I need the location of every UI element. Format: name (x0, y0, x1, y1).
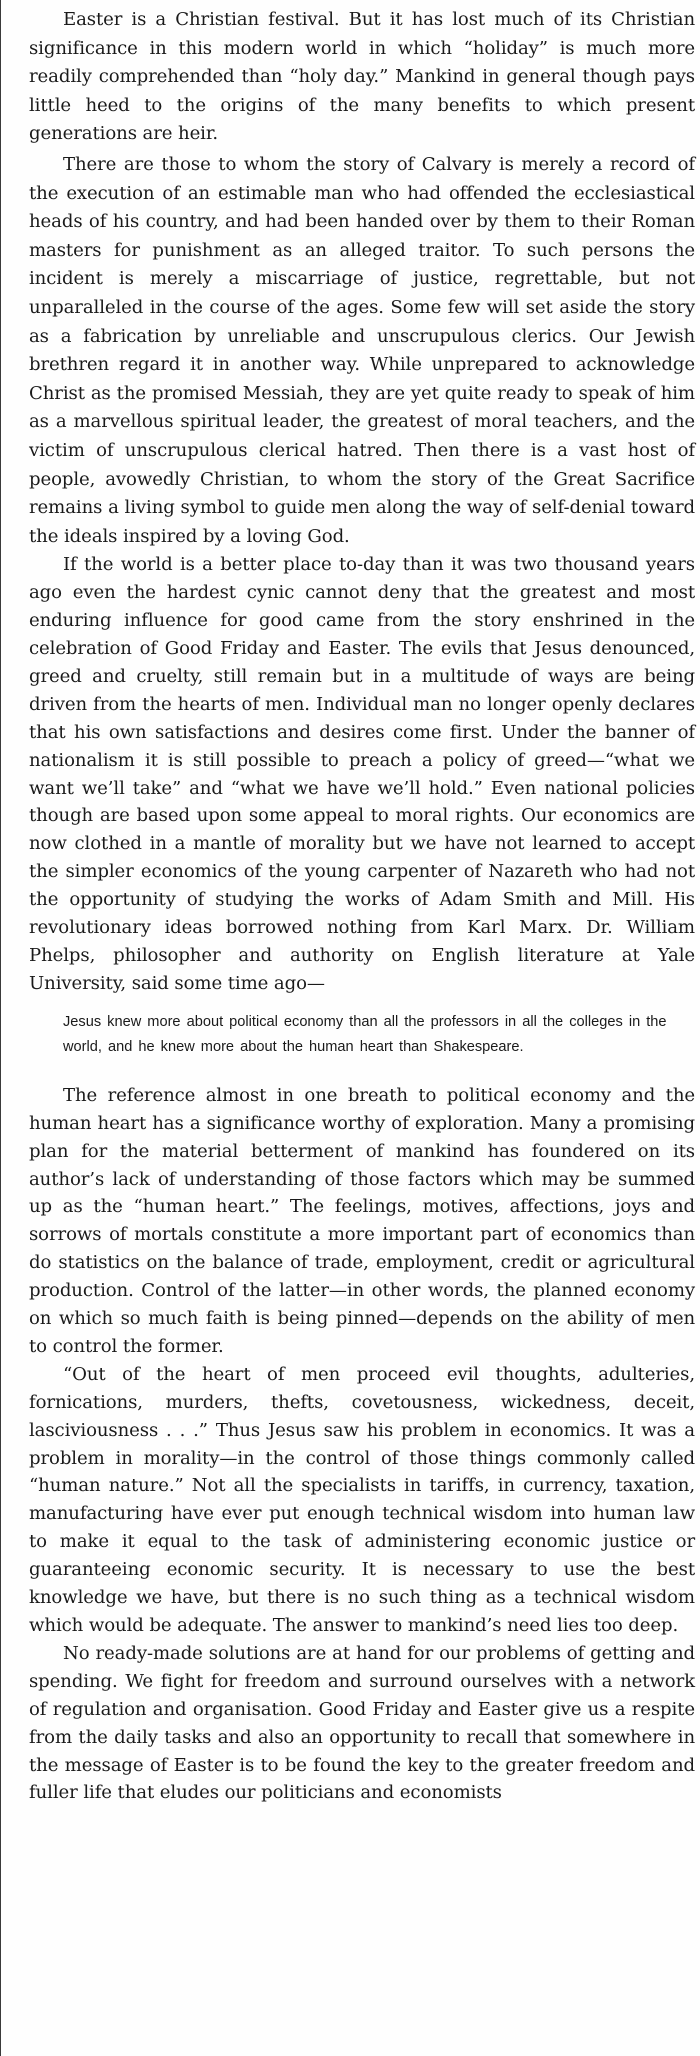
paragraph-calvary: There are those to whom the story of Calvary is merely a record of the execution of an estimable man who had offended the ecclesiastical heads of his country, and had been handed over by them to their Roman masters for punishment as an alleged traitor. To such persons the incident is merely a miscarriage of justice, regrettable, but not unparalleled in the course of the ages. Some few will set aside the story as a fabrication by unreliable and unscrupulous clerics. Our Jewish brethren regard it in another way. While unprepared to acknowledge Christ as the promised Messiah, they are yet quite ready to speak of him as a marvellous spiritual leader, the greatest of moral teachers, and the victim of unscrupulous clerical hatred. Then there is a vast host of people, avowedly Christian, to whom the story of the Great Sacrifice remains a living symbol to guide men along the way of self-denial toward the ideals inspired by a loving God. (29, 153, 695, 547)
paragraph-easter-intro: Easter is a Christian festival. But it has lost much of its Christian significance in this modern world in which “holiday” is much more readily comprehended than “holy day.” Mankind in general though pays little heed to the origins of the many benefits to which present generations are heir. (29, 9, 695, 145)
paragraph-better-world: If the world is a better place to-day than it was two thousand years ago even the hardest cynic cannot deny that the greatest and most enduring influence for good came from the story enshrined in the celebration of Good Friday and Easter. The evils that Jesus denounced, greed and cruelty, still remain but in a multitude of ways are being driven from the hearts of men. Individual man no longer openly declares that his own satisfactions and desires come first. Under the banner of nationalism it is still possible to preach a policy of greed—“what we want we’ll take” and “what we have we’ll hold.” Even national policies though are based upon some appeal to moral rights. Our economics are now clothed in a mantle of morality but we have not learned to accept the simpler economics of the young carpenter of Nazareth who had not the opportunity of studying the works of Adam Smith and Mill. His revolutionary ideas borrowed nothing from Karl Marx. Dr. William Phelps, philosopher and authority on English literature at Yale University, said some time ago— (29, 554, 695, 994)
article-column (29, 6, 695, 1807)
paragraph-political-economy: The reference almost in one breath to political economy and the human heart has a significance worthy of exploration. Many a promising plan for the material betterment of mankind has foundered on its author’s lack of understanding of those factors which may be summed up as the “human heart.” The feelings, motives, affections, joys and sorrows of mortals constitute a more important part of economics than do statistics on the balance of trade, employment, credit or agricultural production. Control of the latter—in other words, the planned economy on which so much faith is being pinned—depends on the ability of men to control the former. (29, 1084, 695, 1357)
quote-phelps: Jesus knew more about political economy than all the professors in all the colleges in the world, and he knew more about the human heart than Shakespeare. (63, 1013, 667, 1055)
paragraph-no-solutions: No ready-made solutions are at hand for our problems of getting and spending. We fight for freedom and surround ourselves with a network of regulation and organisation. Good Friday and Easter give us a respite from the daily tasks and also an opportunity to recall that somewhere in the message of Easter is to be found the key to the greater freedom and fuller life that eludes our politicians and economists (29, 1642, 695, 1804)
paragraph-heart-of-men: “Out of the heart of men proceed evil thoughts, adulteries, fornications, murders, thefts, covetousness, wickedness, deceit, lasciviousness . . .” Thus Jesus saw his problem in economics. It was a problem in morality—in the control of those things commonly called “human nature.” Not all the specialists in tariffs, in currency, taxation, manufacturing have ever put enough technical wisdom into human law to make it equal to the task of administering economic justice or guaranteeing economic security. It is necessary to use the best knowledge we have, but there is no such thing as a technical wisdom which would be adequate. The answer to mankind’s need lies too deep. (29, 1363, 695, 1636)
